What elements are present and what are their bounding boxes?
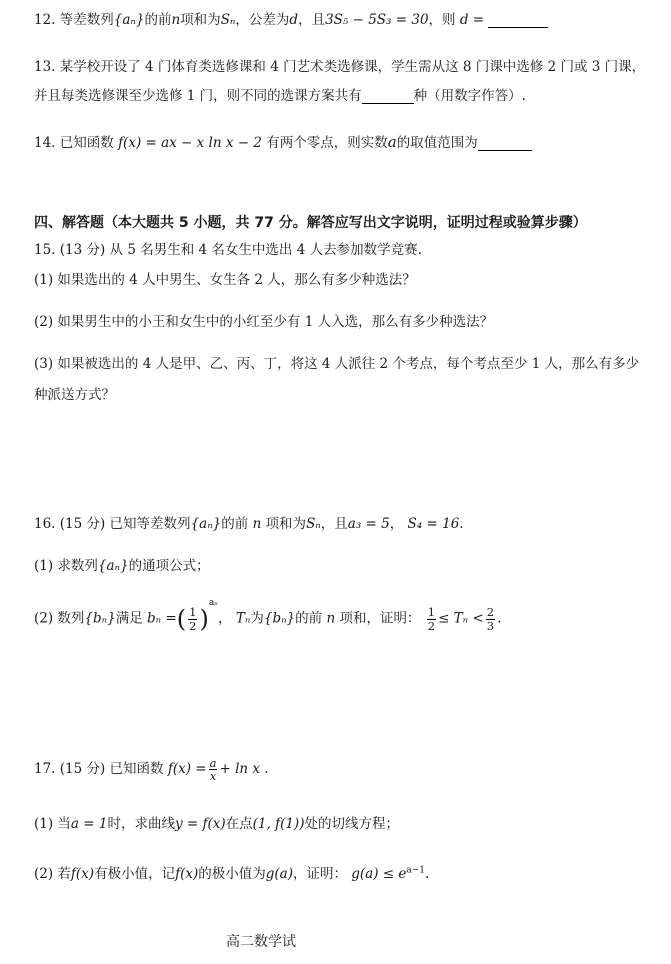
question-15-part2: (2) 如果男生中的小王和女生中的小红至少有 1 人入选，那么有多少种选法？: [34, 314, 494, 330]
fraction-one-half: [188, 606, 197, 631]
q12-text: 项和为: [180, 12, 221, 28]
q16-text: 的通项公式；: [128, 558, 210, 574]
q16-text: ，: [389, 516, 404, 532]
q12-d: d: [289, 12, 299, 28]
q16-text: ，且: [320, 516, 348, 532]
q17-fx: f(x): [175, 866, 199, 882]
q12-text: ，且: [298, 12, 326, 28]
question-16-intro: [34, 512, 464, 532]
q14-text: 有两个零点，则实数: [266, 135, 388, 151]
q16-condition-s4: S₄ = 16: [407, 516, 460, 532]
q12-text: ，则: [428, 12, 456, 28]
question-14: [34, 131, 532, 151]
question-15-part3a: (3) 如果被选出的 4 人是甲、乙、丙、丁，将这 4 人派往 2 个考点，每个考点至少 1 人，那么有多少: [34, 356, 640, 372]
question-13-line1: 13. 某学校开设了 4 门体育类选修课和 4 门艺术类选修课，学生需从这 8 门课中选修 2 门或 3 门课，: [34, 59, 646, 75]
q17-text: 的极小值为: [198, 866, 266, 882]
q16-text: .: [459, 516, 464, 532]
question-15-part1: (1) 如果选出的 4 人中男生、女生各 2 人，那么有多少种选法？: [34, 272, 416, 288]
page-footer: 高二数学试: [226, 934, 296, 950]
left-paren: (: [176, 605, 187, 633]
q16-b-sequence: {bₙ}: [84, 610, 116, 627]
fraction-numerator: 2: [486, 605, 495, 620]
q16-text: 项和为: [265, 516, 307, 532]
right-paren: ): [199, 605, 209, 633]
q16-text: (1) 求数列: [34, 558, 98, 574]
q12-number: 12.: [34, 12, 56, 28]
q17-g: g(a): [265, 866, 293, 882]
question-12: [34, 8, 548, 28]
q16-text: 的前: [221, 516, 249, 532]
q16-sequence: {aₙ}: [97, 558, 129, 574]
question-16-part1: [34, 554, 210, 574]
q16-text: 满足: [115, 610, 143, 627]
q16-text: ，: [218, 610, 232, 627]
q13-text: 种（用数字作答）.: [413, 88, 526, 104]
q16-text: (2) 数列: [34, 610, 85, 627]
q17-text: (2) 若: [34, 866, 71, 882]
q17-text: 在点: [225, 816, 253, 832]
q12-sum: Sₙ: [220, 12, 236, 28]
q12-equation: 3S₅ − 5S₃ = 30: [325, 12, 429, 28]
q16-condition-a3: a₃ = 5: [347, 516, 390, 532]
q17-text: ，证明：: [292, 866, 347, 882]
q12-text: ，公差为: [235, 12, 290, 28]
answer-blank-14[interactable]: [478, 136, 532, 151]
q17-function-rest: + ln x .: [219, 761, 269, 778]
q16-b-definition: bₙ =: [147, 610, 177, 627]
q12-n: n: [171, 12, 181, 28]
q16-sequence: {aₙ}: [190, 516, 222, 532]
q17-a-condition: a = 1: [70, 816, 108, 832]
answer-blank-13[interactable]: [362, 89, 414, 104]
fraction-denominator: 2: [427, 618, 436, 633]
q16-b-sequence: {bₙ}: [263, 610, 296, 627]
q17-inequality: g(a) ≤ e: [351, 866, 407, 882]
q12-ask: d =: [459, 12, 485, 28]
fraction-numerator: 1: [427, 605, 436, 620]
q17-text: (1) 当: [34, 816, 71, 832]
q17-exponent: a−1: [406, 865, 426, 876]
fraction-one-half-left: [427, 606, 436, 631]
q14-text: 的取值范围为: [396, 135, 478, 151]
question-16-part2: [34, 598, 502, 633]
question-15-intro: 15. (13 分) 从 5 名男生和 4 名女生中选出 4 人去参加数学竞赛.: [34, 242, 422, 258]
question-17-part1: [34, 812, 399, 832]
q12-text: 的前: [144, 12, 172, 28]
q16-n: n: [326, 610, 336, 627]
q16-t-sum: Tₙ: [235, 610, 251, 627]
question-13-line2: [34, 84, 526, 104]
fraction-two-thirds: [486, 606, 495, 631]
q16-exponent: aₙ: [208, 598, 219, 608]
q16-text: 为: [250, 610, 264, 627]
q17-text: 17. (15 分) 已知函数: [34, 761, 164, 778]
q17-function: f(x) =: [167, 761, 207, 778]
q13-text: 并且每类选修课至少选修 1 门，则不同的选课方案共有: [34, 88, 362, 104]
q14-text: 14. 已知函数: [34, 135, 114, 151]
q16-text: 16. (15 分) 已知等差数列: [34, 516, 191, 532]
q17-curve: y = f(x): [174, 816, 226, 832]
q16-text: 项和，证明：: [339, 610, 421, 627]
answer-blank-12[interactable]: [488, 13, 548, 28]
q12-text-pre: 等差数列: [59, 12, 114, 28]
q16-n: n: [252, 516, 262, 532]
q17-text: 时，求曲线: [107, 816, 175, 832]
q16-text: .: [497, 610, 502, 627]
q16-sum: Sₙ: [306, 516, 321, 532]
q17-text: .: [425, 866, 430, 882]
q14-function: f(x) = ax − x ln x − 2: [118, 135, 262, 151]
q17-text: 处的切线方程；: [304, 816, 399, 832]
q16-text: 的前: [295, 610, 323, 627]
fraction-a-over-x: [209, 757, 218, 782]
fraction-numerator: a: [209, 756, 217, 770]
section-heading: 四、解答题（本大题共 5 小题，共 77 分。解答应写出文字说明，证明过程或验算步骤）: [34, 215, 587, 231]
question-15-part3b: 种派送方式？: [34, 387, 115, 403]
q17-text: 有极小值，记: [94, 866, 176, 882]
question-17-intro: [34, 757, 269, 782]
q12-sequence: {aₙ}: [113, 12, 145, 28]
q17-fx: f(x): [70, 866, 95, 882]
q17-point: (1, f(1)): [252, 816, 305, 832]
q14-a: a: [387, 133, 397, 151]
fraction-denominator: 2: [189, 618, 197, 633]
fraction-numerator: 1: [189, 605, 197, 620]
question-17-part2: [34, 862, 429, 882]
q16-inequality: ≤ Tₙ <: [438, 610, 484, 627]
fraction-denominator: 3: [486, 618, 495, 633]
fraction-denominator: x: [209, 769, 217, 784]
